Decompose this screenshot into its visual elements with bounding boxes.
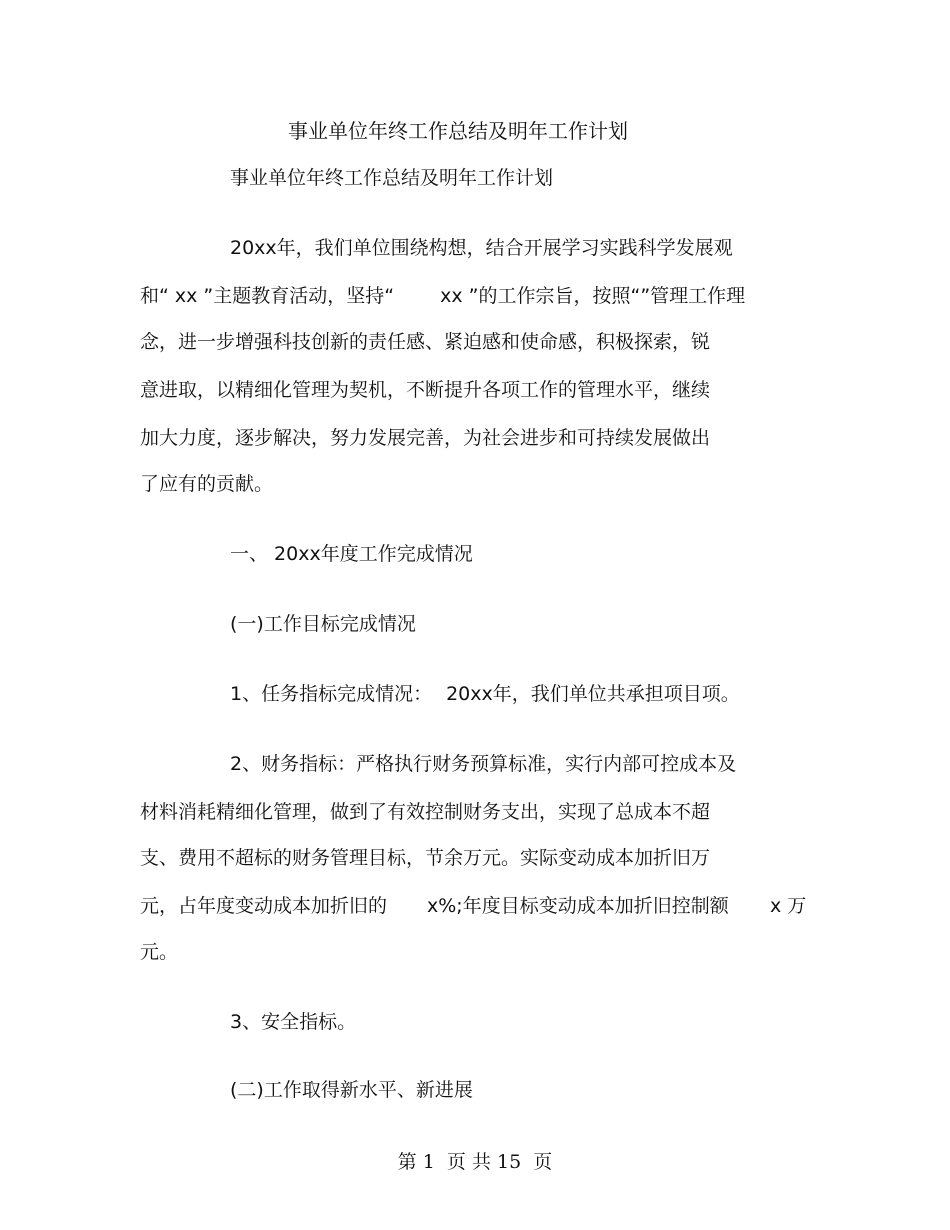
item2-line-3: 支、费用不超标的财务管理目标，节余万元。实际变动成本加折旧万 bbox=[140, 847, 711, 869]
sub1-heading: (一)工作目标完成情况 bbox=[230, 613, 416, 635]
sub2-heading: (二)工作取得新水平、新进展 bbox=[230, 1079, 473, 1101]
item2-line-4c: x 万 bbox=[770, 895, 807, 917]
item1 bbox=[230, 680, 740, 708]
section1-heading: 一、 20xx年度工作完成情况 bbox=[230, 543, 473, 565]
page-total: 15 bbox=[497, 1151, 522, 1173]
item2-line-2: 材料消耗精细化管理，做到了有效控制财务支出，实现了总成本不超 bbox=[140, 801, 711, 823]
intro-line-2a: 和“ xx ”主题教育活动，坚持“ bbox=[140, 285, 395, 307]
intro-line-6: 了应有的贡献。 bbox=[140, 473, 274, 495]
page-mid: 页 共 bbox=[446, 1151, 491, 1173]
page-suffix: 页 bbox=[533, 1151, 553, 1173]
document-subtitle: 事业单位年终工作总结及明年工作计划 bbox=[230, 167, 554, 189]
item2-line-1: 2、财务指标：严格执行财务预算标准，实行内部可控成本及 bbox=[230, 753, 737, 775]
intro-line-1: 20xx年，我们单位围绕构想，结合开展学习实践科学发展观 bbox=[230, 237, 733, 259]
intro-line-5: 加大力度，逐步解决，努力发展完善，为社会进步和可持续发展做出 bbox=[140, 427, 711, 449]
page-current: 1 bbox=[422, 1151, 435, 1173]
item2-line-5: 元。 bbox=[140, 941, 179, 963]
item1-label: 1、任务指标完成情况： bbox=[230, 683, 433, 705]
document-title: 事业单位年终工作总结及明年工作计划 bbox=[288, 119, 628, 143]
item2-line-4b: x%;年度目标变动成本加折旧控制额 bbox=[427, 895, 729, 917]
intro-line-2b: xx ”的工作宗旨，按照“”管理工作理 bbox=[440, 285, 746, 307]
intro-line-3: 念，进一步增强科技创新的责任感、紧迫感和使命感，积极探索，锐 bbox=[140, 331, 711, 353]
page-prefix: 第 bbox=[397, 1151, 417, 1173]
item2-line-4a: 元，占年度变动成本加折旧的 bbox=[140, 895, 388, 917]
intro-line-2 bbox=[140, 282, 745, 310]
page-footer bbox=[0, 1148, 950, 1176]
intro-line-4: 意进取，以精细化管理为契机，不断提升各项工作的管理水平，继续 bbox=[140, 379, 711, 401]
item3: 3、安全指标。 bbox=[230, 1011, 357, 1033]
item1-text: 20xx年，我们单位共承担项目项。 bbox=[446, 683, 740, 705]
